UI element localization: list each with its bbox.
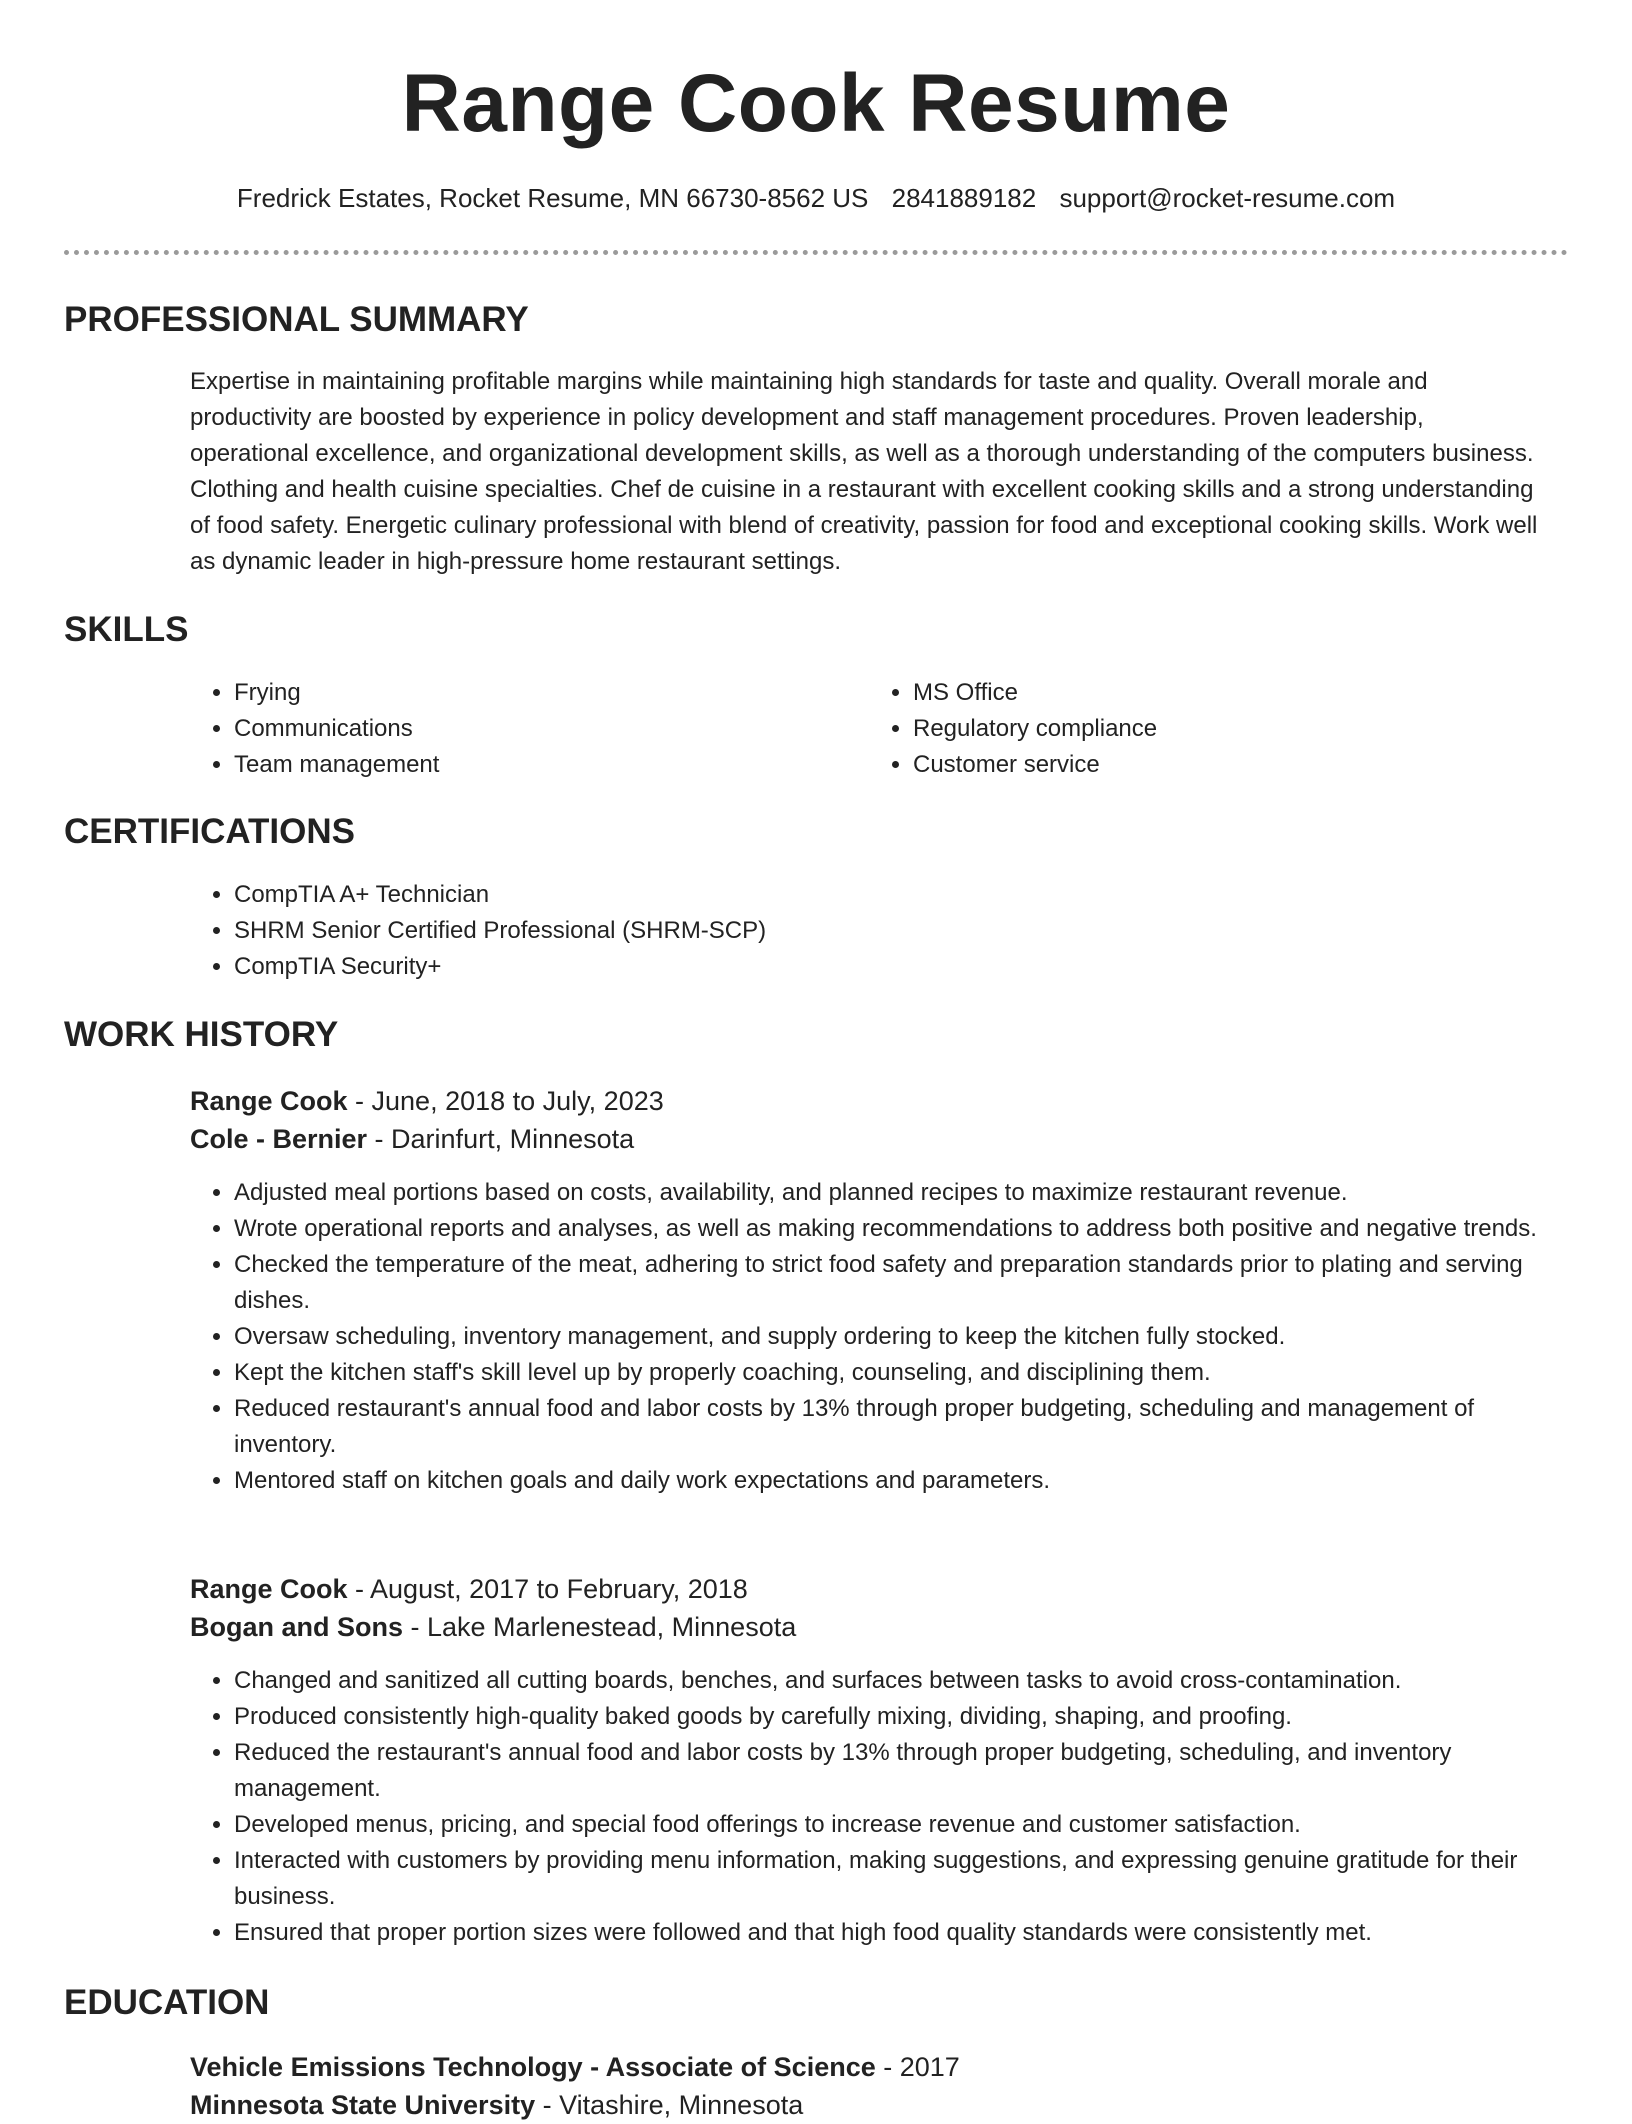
- contact-phone: 2841889182: [891, 183, 1037, 213]
- list-item: • Produced consistently high-quality baked goods by carefully mixing, dividing, shaping, and proofing.: [234, 1699, 1564, 1735]
- list-item: • Reduced restaurant's annual food and labor costs by 13% through proper budgeting, scheduling and management of inventory.: [234, 1391, 1564, 1463]
- list-item: • Reduced the restaurant's annual food and labor costs by 13% through proper budgeting, scheduling, and inventory management.: [234, 1735, 1564, 1807]
- job-title-line: [190, 1082, 664, 1120]
- list-item: • Team management: [234, 747, 834, 783]
- education-heading: EDUCATION: [64, 1983, 270, 2022]
- certifications-list: [190, 877, 1534, 985]
- education-location: - Vitashire, Minnesota: [535, 2090, 804, 2120]
- contact-line: [0, 178, 1632, 218]
- list-item: • Communications: [234, 711, 834, 747]
- page-title: Range Cook Resume: [401, 58, 1231, 149]
- header-divider: [64, 250, 1568, 255]
- job-dates: - June, 2018 to July, 2023: [347, 1086, 664, 1116]
- job-company: Bogan and Sons: [190, 1612, 404, 1642]
- list-item: • Customer service: [913, 747, 1513, 783]
- education-degree: Vehicle Emissions Technology - Associate of Science: [190, 2052, 876, 2082]
- job-title: Range Cook: [190, 1574, 348, 1604]
- list-item: • CompTIA Security+: [234, 949, 1534, 985]
- list-item: • Regulatory compliance: [913, 711, 1513, 747]
- list-item: • Adjusted meal portions based on costs, availability, and planned recipes to maximize restaurant revenue.: [234, 1175, 1564, 1211]
- list-item: • Wrote operational reports and analyses, as well as making recommendations to address both positive and negative trends.: [234, 1211, 1564, 1247]
- job-dates: - August, 2017 to February, 2018: [347, 1574, 748, 1604]
- job-location: - Darinfurt, Minnesota: [367, 1124, 635, 1154]
- education-year: - 2017: [875, 2052, 960, 2082]
- contact-address: Fredrick Estates, Rocket Resume, MN 66730-8562 US: [236, 183, 869, 213]
- job-bullets: [190, 1175, 1564, 1499]
- list-item: • Kept the kitchen staff's skill level up by properly coaching, counseling, and disciplining them.: [234, 1355, 1564, 1391]
- skills-list-left: [190, 675, 834, 783]
- list-item: • Checked the temperature of the meat, adhering to strict food safety and preparation standards prior to plating and serving dishes.: [234, 1247, 1564, 1319]
- list-item: • Interacted with customers by providing menu information, making suggestions, and expressing genuine gratitude for their business.: [234, 1843, 1564, 1915]
- list-item: • Developed menus, pricing, and special food offerings to increase revenue and customer satisfaction.: [234, 1807, 1564, 1843]
- job-title: Range Cook: [190, 1086, 348, 1116]
- work-history-heading: WORK HISTORY: [64, 1015, 339, 1054]
- list-item: • Oversaw scheduling, inventory management, and supply ordering to keep the kitchen fully stocked.: [234, 1319, 1564, 1355]
- list-item: • Ensured that proper portion sizes were followed and that high food quality standards were consistently met.: [234, 1915, 1564, 1951]
- list-item: • CompTIA A+ Technician: [234, 877, 1534, 913]
- job-company: Cole - Bernier: [190, 1124, 368, 1154]
- job-company-line: [190, 1608, 796, 1646]
- skills-heading: SKILLS: [64, 610, 189, 649]
- job-bullets: [190, 1663, 1564, 1951]
- job-title-line: [190, 1570, 748, 1608]
- summary-text: Expertise in maintaining profitable margins while maintaining high standards for taste and quality. Overall morale and productivity are boosted by experience in policy development and staff management procedures. Proven leadership, operational excellence, and organizational development skills, as well as a thorough understanding of the computers business. Clothing and health cuisine specialties. Chef de cuisine in a restaurant with excellent cooking skills and a strong understanding of food safety. Energetic culinary professional with blend of creativity, passion for food and exceptional cooking skills. Work well as dynamic leader in high-pressure home restaurant settings.: [190, 368, 1538, 575]
- list-item: • MS Office: [913, 675, 1513, 711]
- job-company-line: [190, 1120, 634, 1158]
- education-school-line: [190, 2086, 803, 2124]
- contact-email: support@rocket-resume.com: [1059, 183, 1396, 213]
- skills-list-right: [869, 675, 1513, 783]
- job-location: - Lake Marlenestead, Minnesota: [403, 1612, 797, 1642]
- summary-heading: PROFESSIONAL SUMMARY: [64, 300, 529, 339]
- list-item: • Frying: [234, 675, 834, 711]
- list-item: • Mentored staff on kitchen goals and daily work expectations and parameters.: [234, 1463, 1564, 1499]
- education-school: Minnesota State University: [190, 2090, 536, 2120]
- list-item: • Changed and sanitized all cutting boards, benches, and surfaces between tasks to avoid cross-contamination.: [234, 1663, 1564, 1699]
- education-degree-line: [190, 2048, 960, 2086]
- list-item: • SHRM Senior Certified Professional (SHRM-SCP): [234, 913, 1534, 949]
- certifications-heading: CERTIFICATIONS: [64, 812, 356, 851]
